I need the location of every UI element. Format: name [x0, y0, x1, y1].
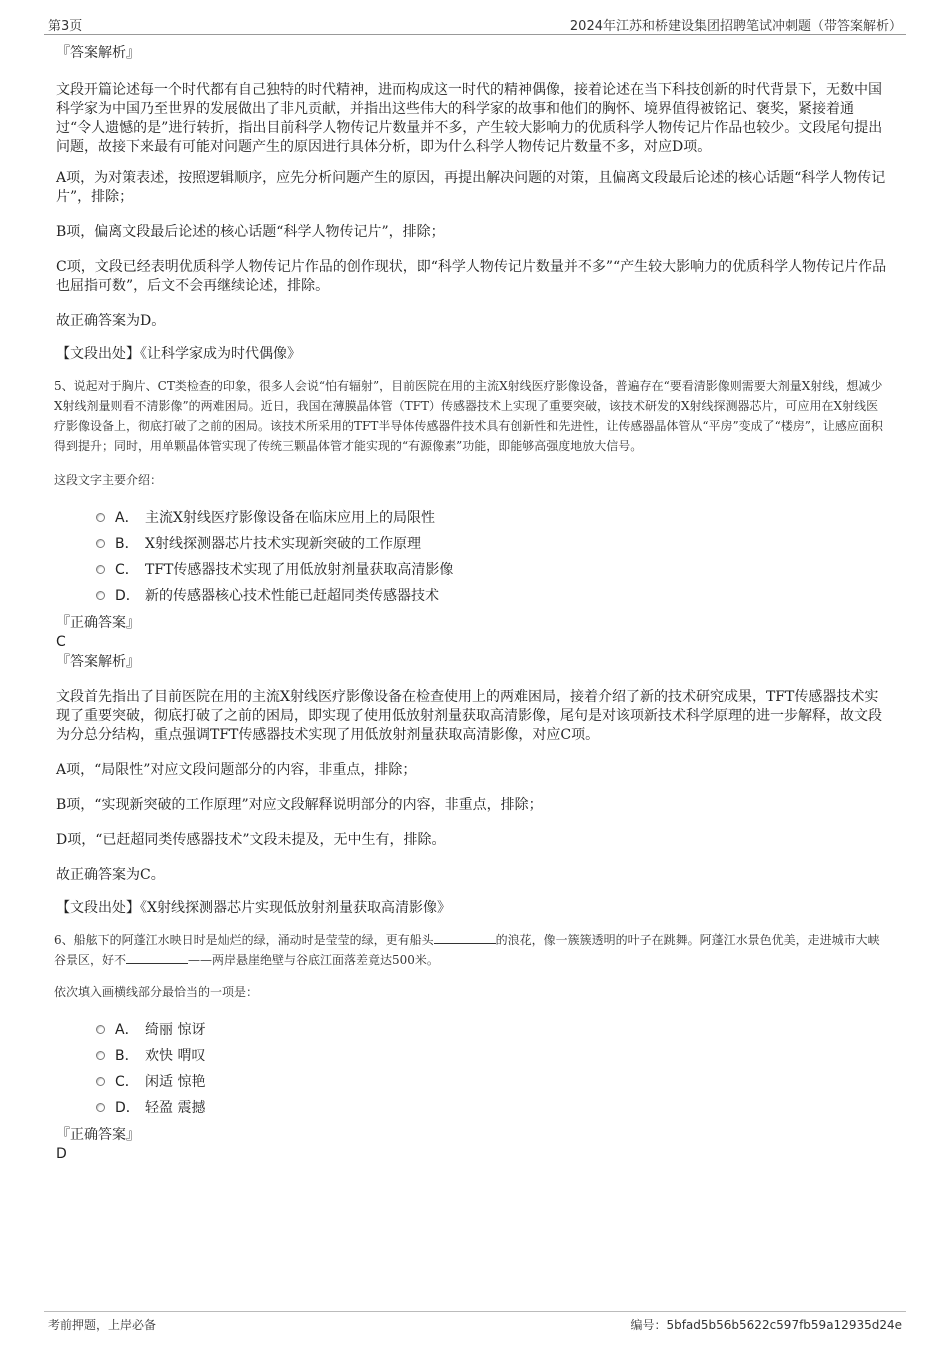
stem-text: ——两岸悬崖绝壁与谷底江面落差竟达500米。 [188, 953, 439, 967]
radio-button-icon[interactable] [96, 539, 105, 548]
option-text: TFT传感器技术实现了用低放射剂量获取高清影像 [145, 562, 454, 578]
document-code [630, 1316, 902, 1333]
question-prompt: 这段文字主要介绍： [54, 473, 163, 487]
analysis-paragraph: A项，为对策表述，按照逻辑顺序，应先分析问题产生的原因，再提出解决问题的对策，且偏离文段最后论述的核心话题“科学人物传记片”，排除； [56, 170, 886, 205]
analysis-conclusion: 故正确答案为C。 [56, 867, 165, 883]
option-letter: C． [115, 562, 139, 578]
option-c[interactable] [96, 1068, 888, 1094]
radio-button-icon[interactable] [96, 1051, 105, 1060]
radio-button-icon[interactable] [96, 1025, 105, 1034]
code-label: 编号： [630, 1318, 667, 1332]
analysis-paragraph: 文段首先指出了目前医院在用的主流X射线医疗影像设备在检查使用上的两难困局，接着介绍了新的技术研究成果，TFT传感器技术实现了重要突破，彻底打破了之前的困局，即实现了使用低放射剂量获取高清影像，尾句是对该项新技术科学原理的进一步解释，故文段为分总分结构，重点强调TFT传感器技术实现了用低放射剂量获取高清影像，对应C项。 [56, 689, 882, 743]
fill-blank [434, 931, 496, 944]
option-text: 闲适 惊艳 [145, 1074, 206, 1090]
correct-answer-label: 『正确答案』 [56, 615, 140, 631]
analysis-paragraph: B项，“实现新突破的工作原理”对应文段解释说明部分的内容，非重点，排除； [56, 797, 543, 813]
answer-options [96, 504, 888, 608]
option-letter: B． [115, 1048, 139, 1064]
analysis-label: 『答案解析』 [56, 45, 140, 61]
option-text: 轻盈 震撼 [145, 1100, 206, 1116]
option-b[interactable] [96, 530, 888, 556]
option-letter: A． [115, 1022, 139, 1038]
analysis-paragraph: C项，文段已经表明优质科学人物传记片作品的创作现状，即“科学人物传记片数量并不多”“产生较大影响力的优质科学人物传记片作品也屈指可数”，后文不会再继续论述，排除。 [56, 259, 887, 294]
passage-source: 【文段出处】《X射线探测器芯片实现低放射剂量获取高清影像》 [56, 900, 451, 916]
option-a[interactable] [96, 1016, 888, 1042]
page-header [44, 12, 906, 35]
code-value: 5bfad5b56b5622c597fb59a12935d24e [666, 1318, 902, 1332]
option-letter: D． [115, 588, 140, 604]
stem-text: 的浪花，像一簇簇透明的叶子在跳舞。阿蓬江水景色优美，走进城市大峡谷景区，好不 [54, 933, 880, 967]
stem-text: 6、船舷下的阿蓬江水映日时是灿烂的绿，涌动时是莹莹的绿，更有船头 [54, 933, 434, 947]
document-title: 2024年江苏和桥建设集团招聘笔试冲刺题（带答案解析） [569, 19, 902, 34]
option-d[interactable] [96, 582, 888, 608]
option-text: X射线探测器芯片技术实现新突破的工作原理 [145, 536, 421, 552]
radio-button-icon[interactable] [96, 591, 105, 600]
option-text: 新的传感器核心技术性能已赶超同类传感器技术 [145, 588, 439, 604]
fill-blank [126, 951, 188, 964]
footer-slogan: 考前押题，上岸必备 [48, 1318, 157, 1332]
analysis-paragraph: D项，“已赶超同类传感器技术”文段未提及，无中生有，排除。 [56, 832, 446, 848]
option-text: 绮丽 惊讶 [145, 1022, 206, 1038]
analysis-conclusion: 故正确答案为D。 [56, 313, 166, 329]
analysis-paragraph: A项，“局限性”对应文段问题部分的内容，非重点，排除； [56, 762, 417, 778]
page-footer [44, 1311, 906, 1336]
analysis-label: 『答案解析』 [56, 654, 140, 670]
correct-answer: D [56, 1146, 67, 1162]
answer-options [96, 1016, 888, 1120]
document-body [56, 44, 888, 1163]
correct-answer-label: 『正确答案』 [56, 1127, 140, 1143]
radio-button-icon[interactable] [96, 1077, 105, 1086]
question-stem [54, 930, 888, 970]
page-number: 第3页 [48, 19, 83, 34]
option-letter: B． [115, 536, 139, 552]
analysis-paragraph: B项，偏离文段最后论述的核心话题“科学人物传记片”，排除； [56, 224, 445, 240]
option-letter: D． [115, 1100, 140, 1116]
radio-button-icon[interactable] [96, 1103, 105, 1112]
radio-button-icon[interactable] [96, 565, 105, 574]
radio-button-icon[interactable] [96, 513, 105, 522]
option-d[interactable] [96, 1094, 888, 1120]
option-text: 主流X射线医疗影像设备在临床应用上的局限性 [145, 510, 435, 526]
analysis-paragraph: 文段开篇论述每一个时代都有自己独特的时代精神，进而构成这一时代的精神偶像，接着论述在当下科技创新的时代背景下，无数中国科学家为中国乃至世界的发展做出了非凡贡献，并指出这些伟大的科学家的故事和他们的胸怀、境界值得被铭记、褒奖，紧接着通过“令人遗憾的是”进行转折，指出目前科学人物传记片数量并不多，产生较大影响力的优质科学人物传记片作品也较少。文段尾句提出问题，故接下来最有可能对问题产生的原因进行具体分析，即为什么科学人物传记片数量不多，对应D项。 [56, 82, 883, 155]
option-a[interactable] [96, 504, 888, 530]
question-prompt: 依次填入画横线部分最恰当的一项是： [54, 985, 259, 999]
correct-answer: C [56, 634, 66, 650]
option-letter: A． [115, 510, 139, 526]
option-letter: C． [115, 1074, 139, 1090]
option-c[interactable] [96, 556, 888, 582]
option-b[interactable] [96, 1042, 888, 1068]
option-text: 欢快 喟叹 [145, 1048, 206, 1064]
passage-source: 【文段出处】《让科学家成为时代偶像》 [56, 346, 301, 362]
question-stem: 5、说起对于胸片、CT类检查的印象，很多人会说“怕有辐射”，目前医院在用的主流X射线医疗影像设备，普遍存在“要看清影像则需要大剂量X射线，想减少X射线剂量则看不清影像”的两难困局。近日，我国在薄膜晶体管（TFT）传感器技术上实现了重要突破，该技术研发的X射线探测器芯片，可应用在X射线医疗影像设备上，彻底打破了之前的困局。该技术所采用的TFT半导体传感器件技术具有创新性和先进性，让传感器晶体管从“平房”变成了“楼房”，让感应面积得到提升；同时，用单颗晶体管实现了传统三颗晶体管才能实现的“有源像素”功能，即能够高强度地放大信号。 [54, 379, 883, 453]
